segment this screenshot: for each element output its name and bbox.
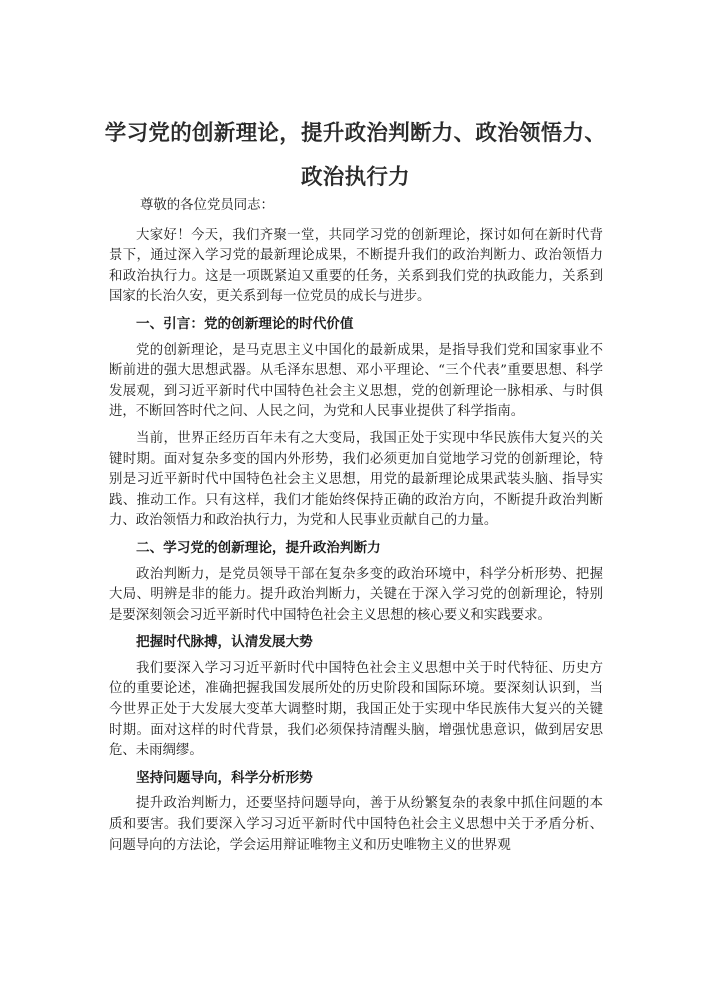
- subsection-1-paragraph: 我们要深入学习习近平新时代中国特色社会主义思想中关于时代特征、历史方位的重要论述，准确把握我国发展所处的历史阶段和国际环境。要深刻认识到，当今世界正处于大发展大变革大调整时期，我国正处于实现中华民族伟大复兴的关键时期。面对这样的时代背景，我们必须保持清醒头脑，增强忧患意识，做到居安思危、未雨绸缪。: [109, 660, 603, 759]
- salutation: 尊敬的各位党员同志：: [140, 198, 274, 213]
- section-2-paragraph-1: 政治判断力，是党员领导干部在复杂多变的政治环境中，科学分析形势、把握大局、明辨是非的能力。提升政治判断力，关键在于深入学习党的创新理论，特别是要深刻领会习近平新时代中国特色社会主义思想的核心要义和实践要求。: [109, 566, 603, 623]
- section-1-heading: 一、引言：党的创新理论的时代价值: [136, 315, 354, 332]
- title-line-2: 政治执行力: [300, 165, 410, 190]
- document-title: [100, 112, 611, 200]
- subsection-2-paragraph: 提升政治判断力，还要坚持问题导向，善于从纷繁复杂的表象中抓住问题的本质和要害。我们要深入学习习近平新时代中国特色社会主义思想中关于矛盾分析、问题导向的方法论，学会运用辩证唯物主义和历史唯物主义的世界观: [109, 796, 603, 853]
- subsection-2-heading: 坚持问题导向，科学分析形势: [136, 769, 313, 786]
- intro-paragraph: 大家好！今天，我们齐聚一堂，共同学习党的创新理论，探讨如何在新时代背景下，通过深入学习党的最新理论成果，不断提升我们的政治判断力、政治领悟力和政治执行力。这是一项既紧迫又重要的任务，关系到我们党的执政能力，关系到国家的长治久安，更关系到每一位党员的成长与进步。: [109, 227, 603, 305]
- title-line-1: 学习党的创新理论，提升政治判断力、政治领悟力、: [104, 121, 607, 146]
- document-body: [109, 196, 603, 862]
- section-1-paragraph-1: 党的创新理论，是马克思主义中国化的最新成果，是指导我们党和国家事业不断前进的强大思想武器。从毛泽东思想、邓小平理论、“三个代表”重要思想、科学发展观，到习近平新时代中国特色社会主义思想，党的创新理论一脉相承、与时俱进，不断回答时代之问、人民之问，为党和人民事业提供了科学指南。: [109, 342, 603, 420]
- section-1-paragraph-2: 当前，世界正经历百年未有之大变局，我国正处于实现中华民族伟大复兴的关键时期。面对复杂多变的国内外形势，我们必须更加自觉地学习党的创新理论，特别是习近平新时代中国特色社会主义思想，用党的最新理论成果武装头脑、指导实践、推动工作。只有这样，我们才能始终保持正确的政治方向，不断提升政治判断力、政治领悟力和政治执行力，为党和人民事业贡献自己的力量。: [109, 430, 603, 529]
- subsection-1-heading: 把握时代脉搏，认清发展大势: [136, 634, 313, 651]
- section-2-heading: 二、学习党的创新理论，提升政治判断力: [136, 539, 381, 556]
